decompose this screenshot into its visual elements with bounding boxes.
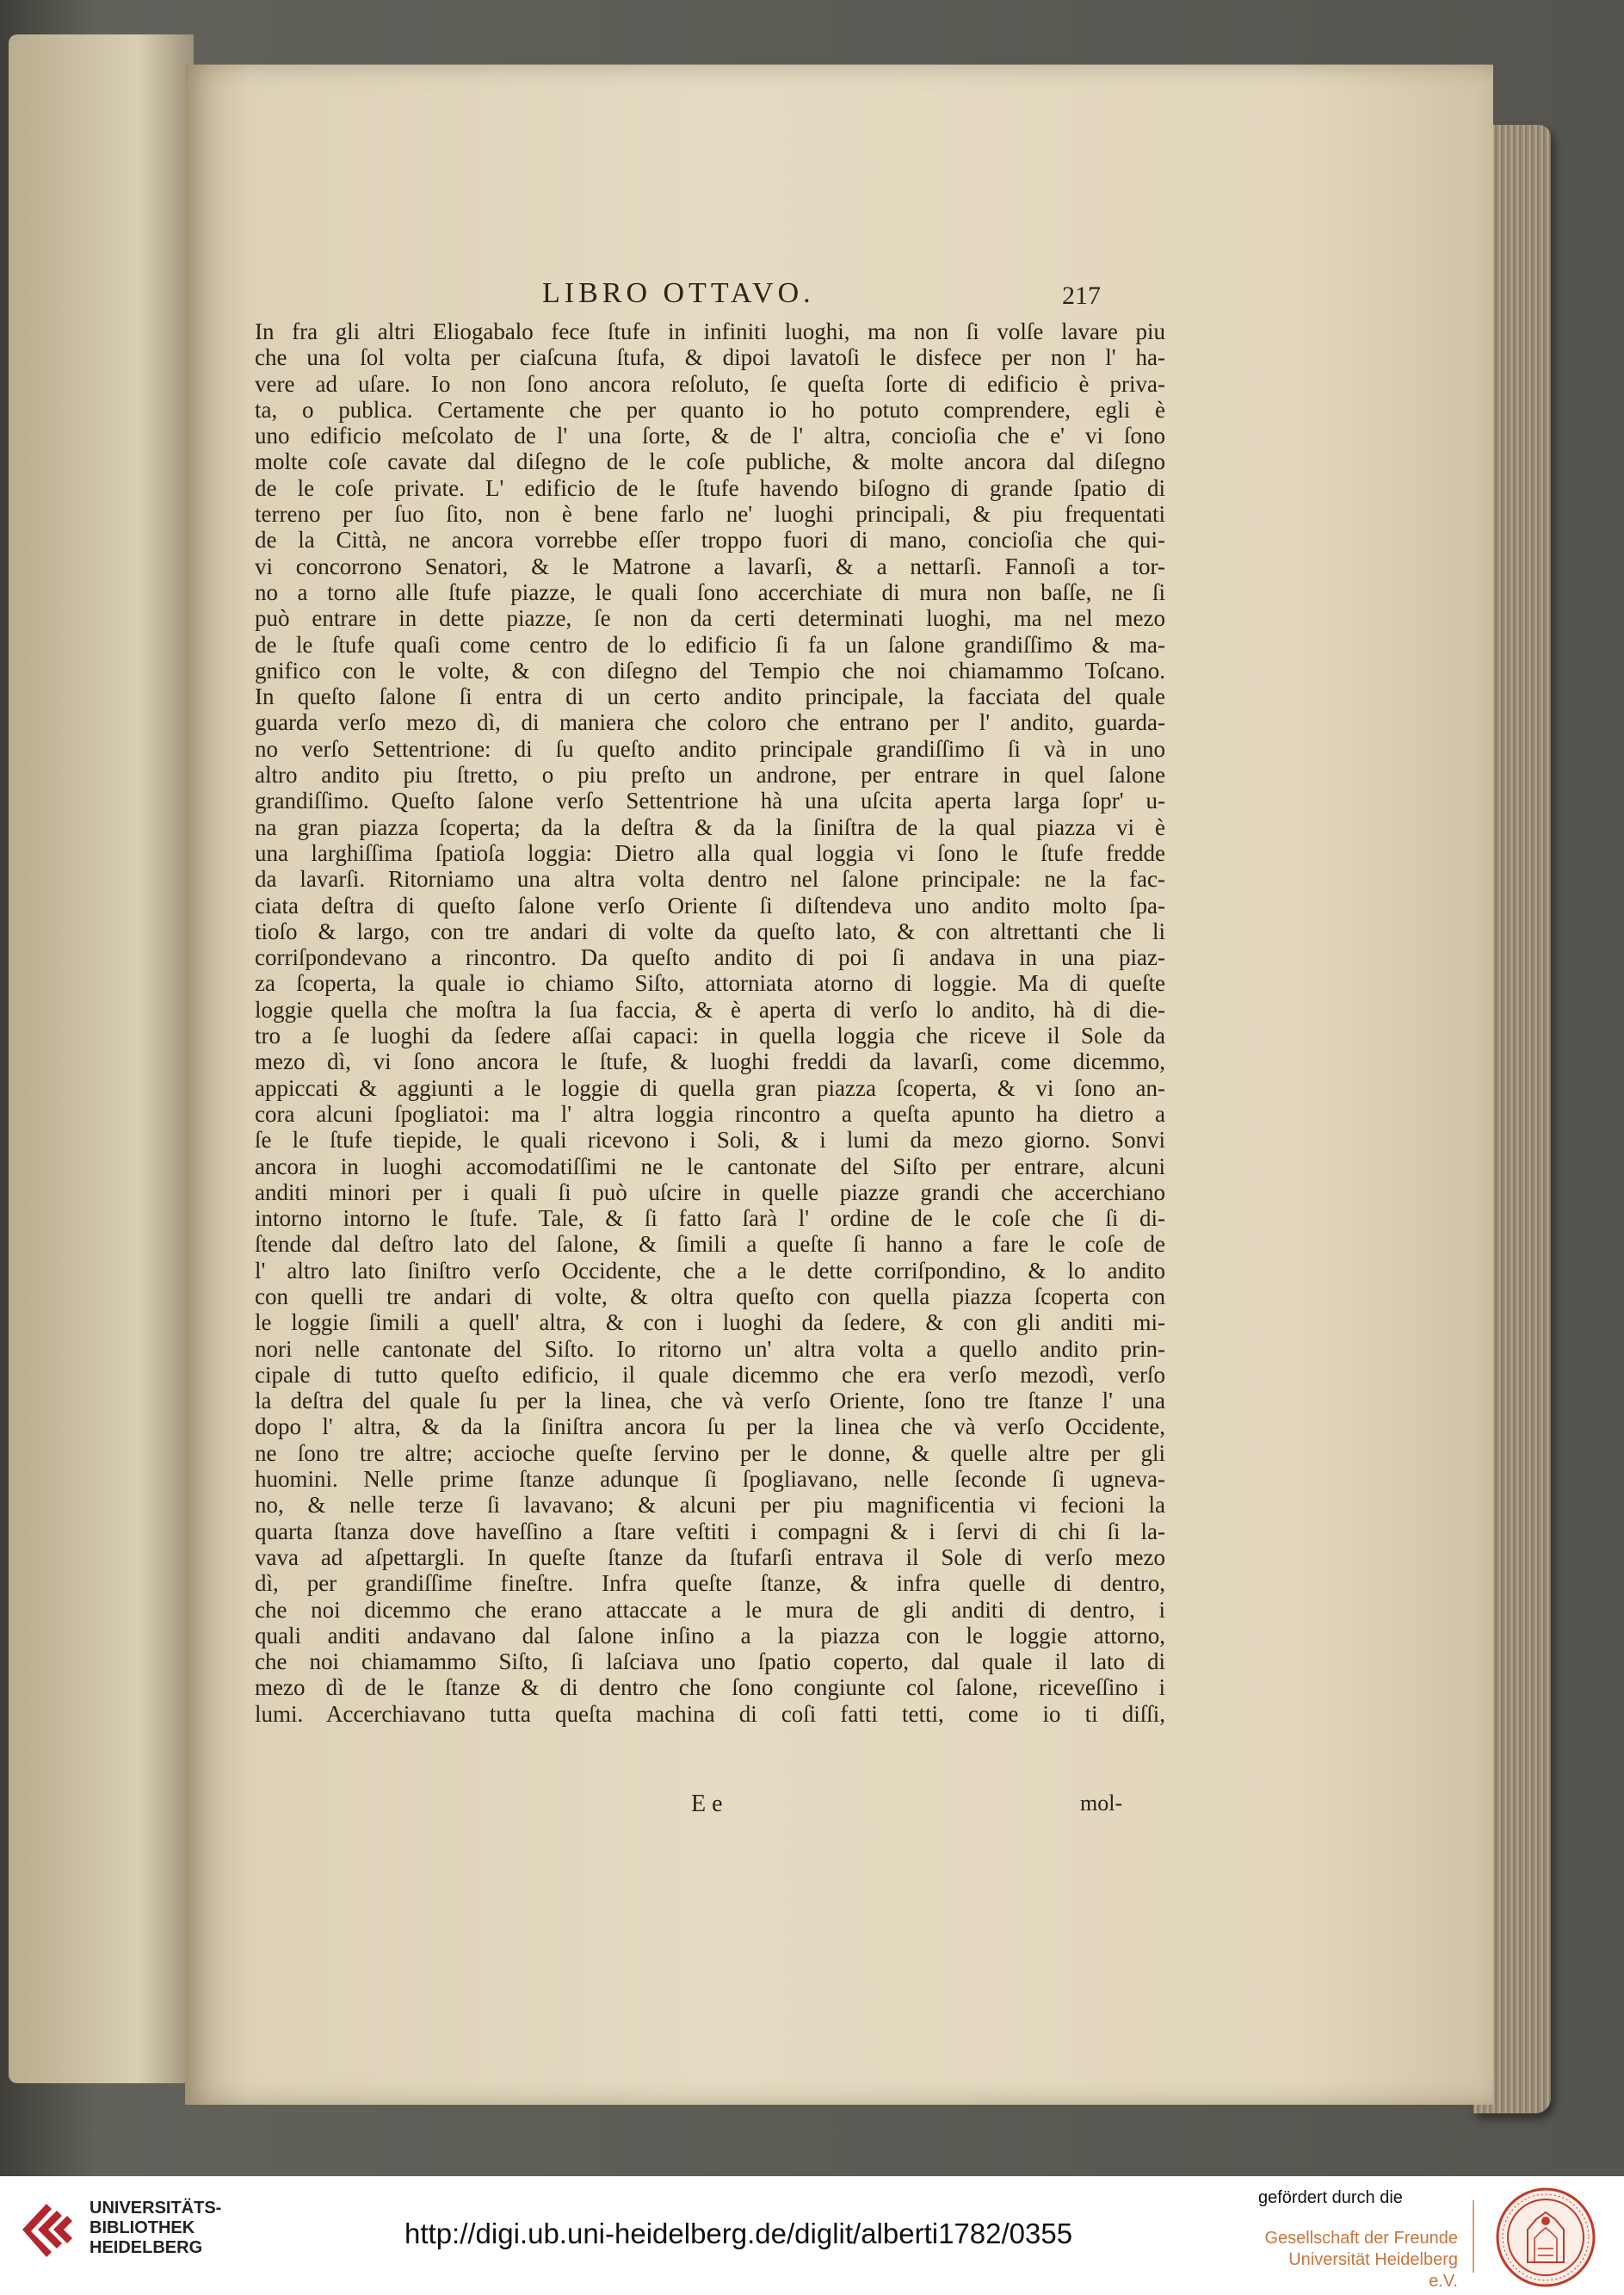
text-line: che una ſol volta per ciaſcuna ſtufa, & dipoi lavatoſi le disfece per non l' ha- [255,344,1165,371]
text-line: quarta ſtanza dove haveſſino a ſtare veſtiti i compagni & i ſervi di chi ſi la- [255,1518,1165,1544]
signature-mark: E e [691,1791,723,1817]
text-line: cora alcuni ſpogliatoi: ma l' altra loggia rincontro a queſta apunto ha dietro a [255,1100,1165,1127]
text-line: quali anditi andavano dal ſalone inſino a la piazza con le loggie attorno, [255,1622,1165,1649]
text-line: terreno per ſuo ſito, non è bene farlo ne' luoghi principali, & piu frequentati [255,501,1165,528]
library-name-line: UNIVERSITÄTS- [90,2199,222,2218]
text-line: loggie quella che moſtra la ſua faccia, & è aperta di verſo lo andito, hà di die- [255,996,1165,1023]
text-line: che noi dicemmo che erano attaccate a le mura de gli anditi di dentro, i [255,1596,1165,1623]
text-line: de le ſtufe quaſi come centro de lo edificio ſi fa un ſalone grandiſſimo & ma- [255,631,1165,658]
text-line: In fra gli altri Eliogabalo fece ſtufe in infiniti luoghi, ma non ſi volſe lavare piu [255,319,1165,344]
funded-by-label: gefördert durch die [1258,2188,1403,2207]
text-line: che noi chiamammo Siſto, ſi laſciava uno ſpatio coperto, dal quale il lato di [255,1649,1165,1675]
text-line: lumi. Accerchiavano tutta queſta machina di coſi fatti tetti, come io ti diſſi, [255,1700,1165,1727]
society-name-line: Gesellschaft der Freunde [1264,2229,1458,2248]
text-line: con quelli tre andari di volte, & oltra queſto con quella piazza ſcoperta con [255,1283,1165,1309]
text-line: gnifico con le volte, & con diſegno del Tempio che noi chiamammo Toſcano. [255,657,1165,684]
facing-page-edge [9,34,194,2083]
footer-divider [1473,2200,1474,2273]
text-line: guarda verſo mezo dì, di maniera che coloro che entrano per l' andito, guarda- [255,709,1165,736]
catchword: mol- [1080,1791,1123,1816]
text-line: grandiſſimo. Queſto ſalone verſo Settentrione hà una uſcita aperta larga ſopr' u- [255,788,1165,814]
text-line: In queſto ſalone ſi entra di un certo andito principale, la facciata del quale [255,684,1165,710]
text-line: ciata deſtra di queſto ſalone verſo Oriente ſi diſtendeva uno andito molto ſpa- [255,892,1165,919]
page-number: 217 [1062,281,1101,310]
text-line: la deſtra del quale ſu per la linea, che và verſo Oriente, ſono tre ſtanze l' una [255,1388,1165,1414]
text-line: mezo dì de le ſtanze & di dentro che ſono congiunte col ſalone, riceveſſino i [255,1674,1165,1701]
text-line: da lavarſi. Ritorniamo una altra volta dentro nel ſalone principale: ne la fac- [255,866,1165,893]
text-line: cipale di tutto queſto edificio, il quale dicemmo che era verſo mezodì, verſo [255,1361,1165,1388]
text-line: nori nelle cantonate del Siſto. Io ritorno un' altra volta a quello andito prin- [255,1335,1165,1362]
text-line: dopo l' altra, & da la ſiniſtra ancora ſu per la linea che và verſo Occidente, [255,1413,1165,1440]
text-line: molte coſe cavate dal diſegno de le coſe publiche, & molte ancora dal diſegno [255,448,1165,475]
text-line: ta, o publica. Certamente che per quanto io ho potuto comprendere, egli è [255,396,1165,423]
text-line: vava ad aſpettargli. In queſte ſtanze da ſtufarſi entrava il Sole di verſo mezo [255,1543,1165,1570]
text-line: ne ſono tre altre; accioche queſte ſervino per le donne, & quelle altre per gli [255,1439,1165,1466]
text-line: intorno intorno le ſtufe. Tale, & ſi fatto ſarà l' ordine de le coſe che ſi di- [255,1205,1165,1232]
text-line: huomini. Nelle prime ſtanze adunque ſi ſpogliavano, nelle ſeconde ſi ugneva- [255,1466,1165,1493]
text-line: una larghiſſima ſpatioſa loggia: Dietro alla qual loggia vi ſono le ſtufe fredde [255,839,1165,866]
text-line: no verſo Settentrione: di ſu queſto andito principale grandiſſimo ſi và in uno [255,735,1165,762]
text-line: vere ad uſare. Io non ſono ancora reſoluto, ſe queſta ſorte di edificio è priva- [255,370,1165,397]
running-head: LIBRO OTTAVO. [542,277,815,309]
text-line: no, & nelle terze ſi lavavano; & alcuni per piu magnificentia vi fecioni la [255,1492,1165,1519]
library-name[interactable] [90,2199,221,2258]
digitization-footer [0,2176,1624,2295]
text-line: dì, per grandiſſime fineſtre. Infra queſte ſtanze, & infra quelle di dentro, [255,1570,1165,1597]
library-name-line: BIBLIOTHEK [90,2218,195,2237]
text-line: ſtende dal deſtro lato del ſalone, & ſimili a queſte ſi hanno a fare le coſe de [255,1231,1165,1258]
text-line: l' altro lato ſiniſtro verſo Occidente, che a le dette corriſpondino, & lo andito [255,1257,1165,1284]
library-logo-icon[interactable] [17,2195,79,2264]
text-line: può entrare in dette piazze, ſe non da certi determinati luoghi, ma nel mezo [255,605,1165,632]
text-line: mezo dì, vi ſono ancora le ſtufe, & luoghi freddi da lavarſi, come dicemmo, [255,1049,1165,1075]
text-line: de le coſe private. L' edificio de le ſtufe havendo biſogno di grande ſpatio di [255,474,1165,501]
text-line: le loggie ſimili a quell' altra, & con i luoghi da ſedere, & con gli anditi mi- [255,1309,1165,1336]
society-name[interactable] [1262,2228,1458,2292]
body-text [255,319,1165,1753]
text-line: ſe le ſtufe tiepide, le quali ricevono i Soli, & i lumi da mezo giorno. Sonvi [255,1127,1165,1154]
text-line: tro a ſe luoghi da ſedere aſſai capaci: in quella loggia che riceve il Sole da [255,1023,1165,1049]
text-line: de la Città, ne ancora vorrebbe eſſer troppo fuori di mano, concioſia che qui- [255,527,1165,554]
text-line: za ſcoperta, la quale io chiamo Siſto, attorniata atorno di loggie. Ma di queſte [255,970,1165,997]
text-line: altro andito piu ſtretto, o piu preſto un androne, per entrare in quel ſalone [255,762,1165,789]
text-line: corriſpondevano a rincontro. Da queſto andito di poi ſi andava in una piaz- [255,944,1165,971]
text-line: appiccati & aggiunti a le loggie di quella gran piazza ſcoperta, & vi ſono an- [255,1074,1165,1101]
text-line: ancora in luoghi accomodatiſſimi ne le cantonate del Siſto per entrare, alcuni [255,1153,1165,1179]
library-name-line: HEIDELBERG [90,2238,203,2257]
university-seal-icon [1493,2187,1598,2288]
text-line: na gran piazza ſcoperta; da la deſtra & da la ſiniſtra de la qual piazza vi è [255,813,1165,840]
text-line: anditi minori per i quali ſi può uſcire in quelle piazze grandi che accerchiano [255,1178,1165,1205]
text-line: uno edificio meſcolato de l' una ſorte, & de l' altra, concioſia che e' vi ſono [255,423,1165,449]
text-line: no a torno alle ſtufe piazze, le quali ſono accerchiate di mura non baſſe, ne ſi [255,578,1165,605]
text-line [255,1727,1165,1753]
text-line: tioſo & largo, con tre andari di volte da queſto lato, & con altrettanti che li [255,918,1165,944]
society-name-line: Universität Heidelberg e.V. [1288,2250,1458,2291]
permalink-url[interactable]: http://digi.ub.uni-heidelberg.de/diglit/alberti1782/0355 [404,2218,1073,2249]
text-line: vi concorrono Senatori, & le Matrone a lavarſi, & a nettarſi. Fannoſi a tor- [255,553,1165,579]
